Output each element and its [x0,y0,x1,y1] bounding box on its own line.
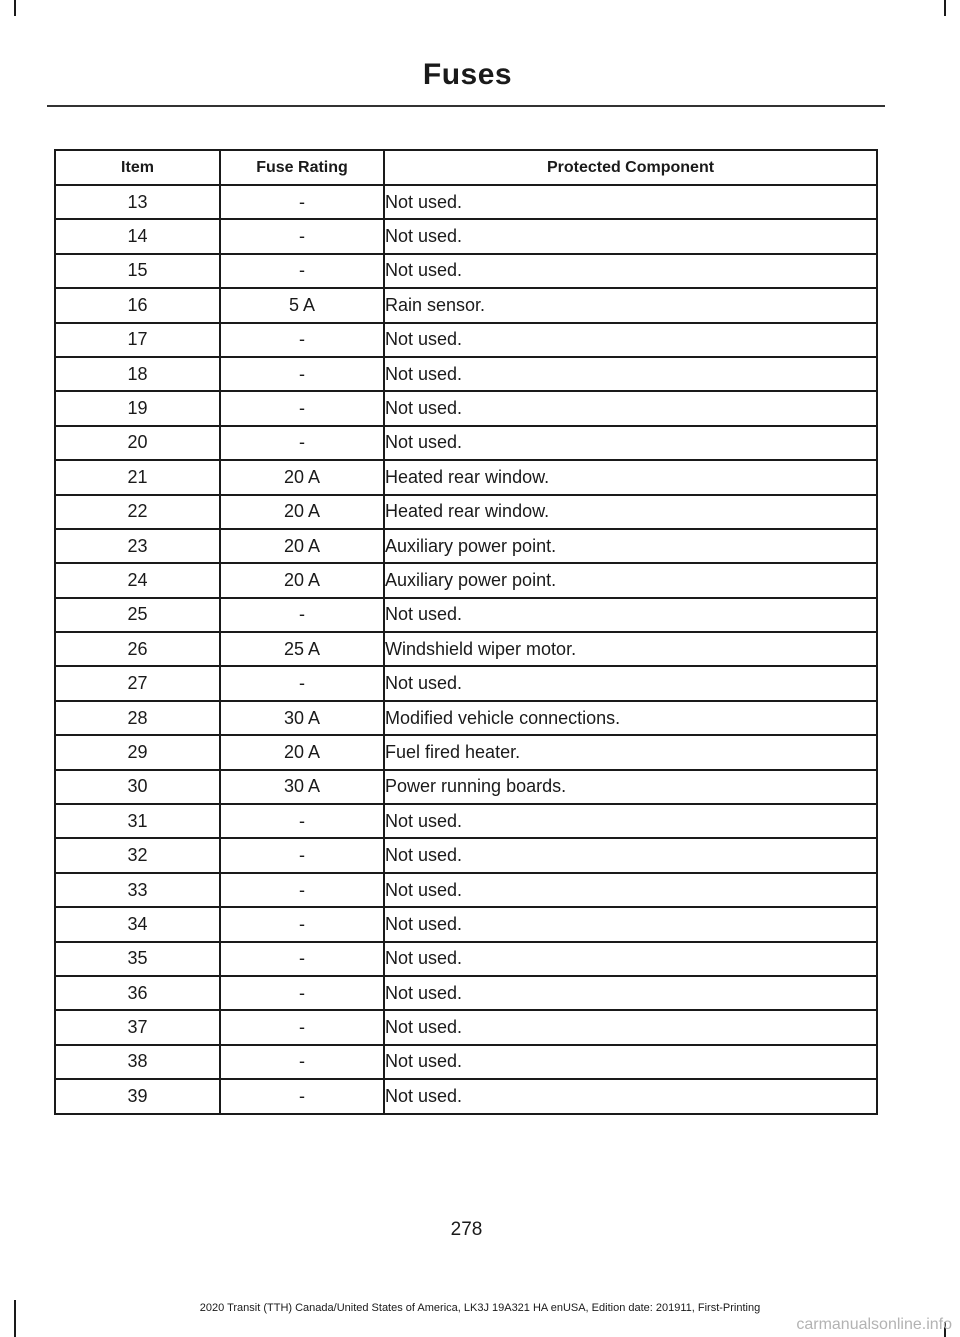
table-row [55,391,877,425]
protected-component-cell: Power running boards. [384,770,877,804]
item-cell: 23 [55,529,220,563]
protected-component-cell: Windshield wiper motor. [384,632,877,666]
fuse-rating-cell: - [220,1045,384,1079]
item-cell: 13 [55,185,220,219]
item-cell: 27 [55,666,220,700]
protected-component-cell: Heated rear window. [384,460,877,494]
table-row [55,426,877,460]
title-divider [47,105,885,107]
table-row [55,838,877,872]
protected-component-cell: Not used. [384,1045,877,1079]
table-row [55,323,877,357]
fuse-rating-cell: 20 A [220,460,384,494]
table-row [55,219,877,253]
item-cell: 34 [55,907,220,941]
watermark: carmanualsonline.info [796,1316,952,1333]
fuse-rating-cell: - [220,1010,384,1044]
item-cell: 26 [55,632,220,666]
fuse-rating-cell: - [220,942,384,976]
table-row [55,735,877,769]
fuse-rating-cell: - [220,838,384,872]
protected-component-cell: Not used. [384,426,877,460]
item-cell: 29 [55,735,220,769]
table-row [55,598,877,632]
table-row [55,288,877,322]
table-row [55,666,877,700]
crop-mark-top-left [14,0,16,16]
item-cell: 28 [55,701,220,735]
table-row [55,804,877,838]
protected-component-cell: Fuel fired heater. [384,735,877,769]
protected-component-cell: Not used. [384,254,877,288]
page-title: Fuses [422,58,513,91]
fuse-rating-cell: - [220,185,384,219]
table-row [55,460,877,494]
item-cell: 39 [55,1079,220,1113]
item-cell: 15 [55,254,220,288]
protected-component-cell: Rain sensor. [384,288,877,322]
fuse-rating-cell: - [220,666,384,700]
column-header-protected-component: Protected Component [384,150,877,185]
table-row [55,632,877,666]
item-cell: 35 [55,942,220,976]
table-row [55,529,877,563]
fuse-rating-cell: - [220,976,384,1010]
fuse-rating-cell: - [220,873,384,907]
fuse-rating-cell: - [220,804,384,838]
protected-component-cell: Not used. [384,873,877,907]
protected-component-cell: Not used. [384,666,877,700]
protected-component-cell: Not used. [384,804,877,838]
protected-component-cell: Not used. [384,391,877,425]
item-cell: 30 [55,770,220,804]
edition-footer: 2020 Transit (TTH) Canada/United States of America, LK3J 19A321 HA enUSA, Edition date: 201911, First-Printing [199,1302,761,1314]
item-cell: 38 [55,1045,220,1079]
table-row [55,701,877,735]
protected-component-cell: Not used. [384,942,877,976]
fuse-rating-cell: - [220,907,384,941]
column-header-fuse-rating: Fuse Rating [220,150,384,185]
item-cell: 21 [55,460,220,494]
fuse-rating-cell: 20 A [220,495,384,529]
fuse-rating-cell: 20 A [220,563,384,597]
fuse-rating-cell: - [220,1079,384,1113]
table-row [55,1010,877,1044]
fuse-rating-cell: - [220,357,384,391]
protected-component-cell: Not used. [384,838,877,872]
fuse-rating-cell: - [220,426,384,460]
item-cell: 18 [55,357,220,391]
item-cell: 22 [55,495,220,529]
table-row [55,1045,877,1079]
item-cell: 31 [55,804,220,838]
table-row [55,254,877,288]
protected-component-cell: Auxiliary power point. [384,563,877,597]
column-header-item: Item [55,150,220,185]
item-cell: 19 [55,391,220,425]
table-row [55,185,877,219]
protected-component-cell: Not used. [384,1010,877,1044]
protected-component-cell: Not used. [384,357,877,391]
fuse-rating-cell: 30 A [220,770,384,804]
protected-component-cell: Not used. [384,907,877,941]
table-row [55,873,877,907]
fuse-table-body [55,185,877,1114]
item-cell: 33 [55,873,220,907]
fuse-rating-cell: - [220,598,384,632]
protected-component-cell: Not used. [384,219,877,253]
protected-component-cell: Not used. [384,323,877,357]
item-cell: 25 [55,598,220,632]
page-number: 278 [450,1219,483,1240]
protected-component-cell: Not used. [384,598,877,632]
table-header-row [55,150,877,185]
protected-component-cell: Heated rear window. [384,495,877,529]
fuse-rating-cell: - [220,391,384,425]
protected-component-cell: Not used. [384,1079,877,1113]
crop-mark-top-right [944,0,946,16]
item-cell: 20 [55,426,220,460]
item-cell: 17 [55,323,220,357]
table-row [55,976,877,1010]
table-row [55,1079,877,1113]
fuse-rating-cell: - [220,254,384,288]
fuse-rating-cell: - [220,219,384,253]
table-row [55,942,877,976]
table-row [55,907,877,941]
fuse-rating-cell: 25 A [220,632,384,666]
item-cell: 14 [55,219,220,253]
protected-component-cell: Auxiliary power point. [384,529,877,563]
fuse-rating-cell: 20 A [220,735,384,769]
table-row [55,770,877,804]
protected-component-cell: Not used. [384,185,877,219]
fuse-rating-cell: 30 A [220,701,384,735]
item-cell: 37 [55,1010,220,1044]
protected-component-cell: Not used. [384,976,877,1010]
fuse-table [54,149,878,1115]
table-row [55,563,877,597]
fuse-rating-cell: 20 A [220,529,384,563]
item-cell: 32 [55,838,220,872]
item-cell: 16 [55,288,220,322]
table-row [55,495,877,529]
fuse-rating-cell: 5 A [220,288,384,322]
fuse-rating-cell: - [220,323,384,357]
table-row [55,357,877,391]
protected-component-cell: Modified vehicle connections. [384,701,877,735]
item-cell: 24 [55,563,220,597]
item-cell: 36 [55,976,220,1010]
